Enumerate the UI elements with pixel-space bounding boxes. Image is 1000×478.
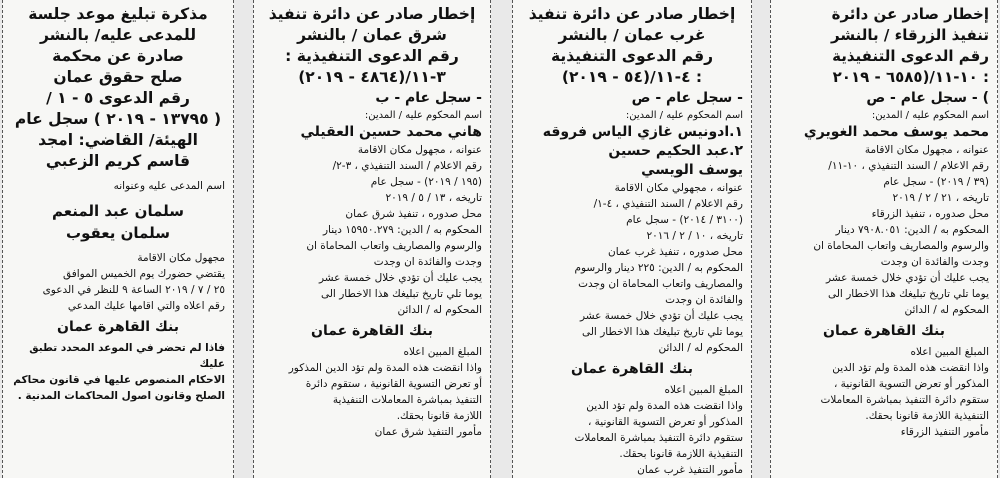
- case-registry: - سجل عام - ب: [375, 90, 482, 106]
- case-label: رقم الدعوى التنفيذية: [550, 47, 714, 65]
- detail-line: رقم الاعلام / السند التنفيذي ، ١٠-١١/: [828, 160, 989, 172]
- detail-line: محل صدوره ، تنفيذ الزرقاء: [871, 208, 989, 220]
- signature: مأمور التنفيذ شرق عمان: [374, 426, 482, 438]
- notice-title: شرق عمان / بالنشر: [297, 26, 447, 44]
- notice-title: مذكرة تبليغ موعد جلسة: [28, 5, 208, 23]
- footer-line: المذكور أو تعرض التسوية القانونية ،: [587, 416, 743, 428]
- body-line: يقتضي حضورك يوم الخميس الموافق: [62, 268, 225, 280]
- detail-line: وجدت والفائدة ان وجدت: [373, 256, 482, 268]
- notice-zarqa: [770, 0, 998, 478]
- defendant-name: سلمان يعقوب: [66, 224, 170, 242]
- detail-line: يوما تلي تاريخ تبليغك هذا الاخطار الى: [827, 288, 989, 300]
- defendant-name: سلمان عبد المنعم: [51, 202, 185, 220]
- detail-line: رقم الاعلام / السند التنفيذي ، ٣-٢/: [332, 160, 482, 172]
- judge-label: الهيئة/ القاضي: امجد: [38, 131, 198, 149]
- detail-line: عنوانه ، مجهول مكان الاقامة: [357, 144, 482, 156]
- footer-line: المبلغ المبين اعلاه: [403, 346, 482, 358]
- footer-line: التنفيذ بمباشرة المعاملات التنفيذية: [332, 394, 482, 406]
- footer-line: التنفيذية اللازمة قانونا بحقك.: [619, 448, 743, 460]
- case-registry: ) - سجل عام - ص: [866, 90, 989, 106]
- signature: مأمور التنفيذ الزرقاء: [900, 426, 989, 438]
- case-label: رقم الدعوى التنفيذية: [832, 47, 989, 65]
- convicted-name: يوسف الويسي: [641, 162, 743, 178]
- footer-line: ستقوم دائرة التنفيذ بمباشرة المعاملات: [820, 394, 989, 406]
- detail-line: يوما تلي تاريخ تبليغك هذا الاخطار الى: [320, 288, 482, 300]
- convicted-label: اسم المحكوم عليه / المدين:: [871, 110, 989, 121]
- footer-line: اللازمة قانونا بحقك.: [396, 410, 482, 422]
- detail-line: والمصاريف واتعاب المحاماة ان وجدت: [578, 278, 743, 290]
- detail-line: (١٩٥ / ٢٠١٩) - سجل عام: [370, 176, 482, 188]
- footer-line: فاذا لم تحضر في الموعد المحدد تطبق عليك: [29, 342, 225, 370]
- detail-line: والرسوم والمصاريف واتعاب المحاماة ان: [306, 240, 482, 252]
- detail-line: المحكوم به / الدين: ٧٩٠٨.٠٥١ دينار: [835, 224, 989, 236]
- bank-name: بنك القاهرة عمان: [571, 361, 693, 377]
- footer-line: المبلغ المبين اعلاه: [910, 346, 989, 358]
- detail-line: (٣٩ / ٢٠١٩) - سجل عام: [883, 176, 989, 188]
- notice-east-amman: [253, 0, 491, 478]
- notice-title: إخطار صادر عن دائرة تنفيذ: [268, 5, 476, 23]
- signature: مأمور التنفيذ غرب عمان: [637, 464, 743, 476]
- detail-line: المحكوم له / الدائن: [658, 342, 743, 354]
- bank-name: بنك القاهرة عمان: [311, 323, 433, 339]
- notice-hearing-summons: [2, 0, 234, 478]
- footer-line: واذا انقضت هذه المدة ولم تؤد الدين: [832, 362, 989, 374]
- footer-line: أو تعرض التسوية القانونية ، ستقوم دائرة: [305, 378, 482, 390]
- residence-status: مجهول مكان الاقامة: [137, 252, 225, 264]
- footer-line: التنفيذية اللازمة قانونا بحقك.: [865, 410, 989, 422]
- convicted-name: ٢.عبد الحكيم حسين: [608, 143, 743, 159]
- bank-name: بنك القاهرة عمان: [57, 319, 179, 335]
- notice-west-amman: [512, 0, 752, 478]
- detail-line: المحكوم به / الدين: ٢٢٥ دينار والرسوم: [574, 262, 743, 274]
- detail-line: والرسوم والمصاريف واتعاب المحاماة ان: [813, 240, 989, 252]
- detail-line: يجب عليك أن تؤدي خلال خمسة عشر: [318, 272, 482, 284]
- bank-name: بنك القاهرة عمان: [823, 323, 945, 339]
- footer-line: ستقوم دائرة التنفيذ بمباشرة المعاملات: [574, 432, 743, 444]
- detail-line: والفائدة ان وجدت: [665, 294, 743, 306]
- convicted-name: محمد يوسف محمد الغويري: [803, 124, 989, 140]
- convicted-name: ١.ادونيس غازي الياس فروقه: [542, 124, 743, 140]
- notice-line: للمدعى عليه/ بالنشر: [39, 26, 197, 44]
- notice-title: تنفيذ الزرقاء / بالنشر: [831, 26, 989, 44]
- convicted-label: اسم المحكوم عليه / المدين:: [364, 110, 482, 121]
- footer-line: واذا انقضت هذه المدة ولم تؤد الدين المذكور: [288, 362, 482, 374]
- judge-name: قاسم كريم الزعبي: [45, 152, 191, 170]
- footer-line: واذا انقضت هذه المدة ولم تؤد الدين: [586, 400, 743, 412]
- notice-line: صلح حقوق عمان: [53, 68, 183, 86]
- detail-line: تاريخه ، ١٣ / ٥ / ٢٠١٩: [385, 192, 482, 204]
- detail-line: تاريخه ، ٢١ / ٢ / ٢٠١٩: [892, 192, 989, 204]
- case-number: : ١٠-١١/(٦٥٨٥ - ٢٠١٩: [832, 68, 989, 86]
- detail-line: محل صدوره ، تنفيذ غرب عمان: [608, 246, 743, 258]
- detail-line: (٣١٠٠ / ٢٠١٤) - سجل عام: [626, 214, 743, 226]
- detail-line: عنوانه ، مجهولي مكان الاقامة: [614, 182, 743, 194]
- detail-line: يجب عليك أن تؤدي خلال خمسة عشر: [825, 272, 989, 284]
- footer-line: المذكور أو تعرض التسوية القانونية ،: [833, 378, 989, 390]
- footer-line: المبلغ المبين اعلاه: [664, 384, 743, 396]
- case-number: رقم الدعوى ٥ - ١ /: [46, 89, 190, 107]
- body-line: رقم اعلاه والتي اقامها عليك المدعي: [67, 300, 225, 312]
- notice-title: غرب عمان / بالنشر: [558, 26, 706, 44]
- detail-line: المحكوم به / الدين: ١٥٩٥٠.٢٧٩ دينار: [322, 224, 482, 236]
- footer-line: الصلح وقانون اصول المحاكمات المدنية .: [17, 390, 225, 402]
- detail-line: يجب عليك أن تؤدي خلال خمسة عشر: [579, 310, 743, 322]
- detail-line: محل صدوره ، تنفيذ شرق عمان: [345, 208, 482, 220]
- notice-title: إخطار صادر عن دائرة تنفيذ: [528, 5, 736, 23]
- detail-line: يوما تلي تاريخ تبليغك هذا الاخطار الى: [581, 326, 743, 338]
- detail-line: رقم الاعلام / السند التنفيذي ، ٤-١/: [593, 198, 743, 210]
- case-label: رقم الدعوى التنفيذية :: [285, 47, 459, 65]
- convicted-label: اسم المحكوم عليه / المدين:: [625, 110, 743, 121]
- detail-line: عنوانه ، مجهول مكان الاقامة: [864, 144, 989, 156]
- case-number: : ٤-١١/(٥٤ - ٢٠١٩): [561, 68, 703, 86]
- case-registry: - سجل عام - ص: [631, 90, 743, 106]
- footer-line: الاحكام المنصوص عليها في قانون محاكم: [13, 374, 225, 386]
- detail-line: المحكوم له / الدائن: [397, 304, 482, 316]
- detail-line: وجدت والفائدة ان وجدت: [880, 256, 989, 268]
- notice-line: صادرة عن محكمة: [52, 47, 184, 65]
- notice-title: إخطار صادر عن دائرة: [831, 5, 989, 23]
- detail-line: تاريخه ، ١٠ / ٢ / ٢٠١٦: [646, 230, 743, 242]
- defendant-label: اسم المدعى عليه وعنوانه: [113, 180, 225, 192]
- detail-line: المحكوم له / الدائن: [904, 304, 989, 316]
- convicted-name: هاني محمد حسين العقيلي: [300, 124, 482, 140]
- body-line: ٢٥ / ٧ / ٢٠١٩ الساعة ٩ للنظر في الدعوى: [42, 284, 225, 296]
- case-registry: ( ١٣٧٩٥ - ٢٠١٩ ) سجل عام: [14, 110, 222, 128]
- case-number: ٣-١١/(٤٨٦٤ - ٢٠١٩): [298, 68, 446, 86]
